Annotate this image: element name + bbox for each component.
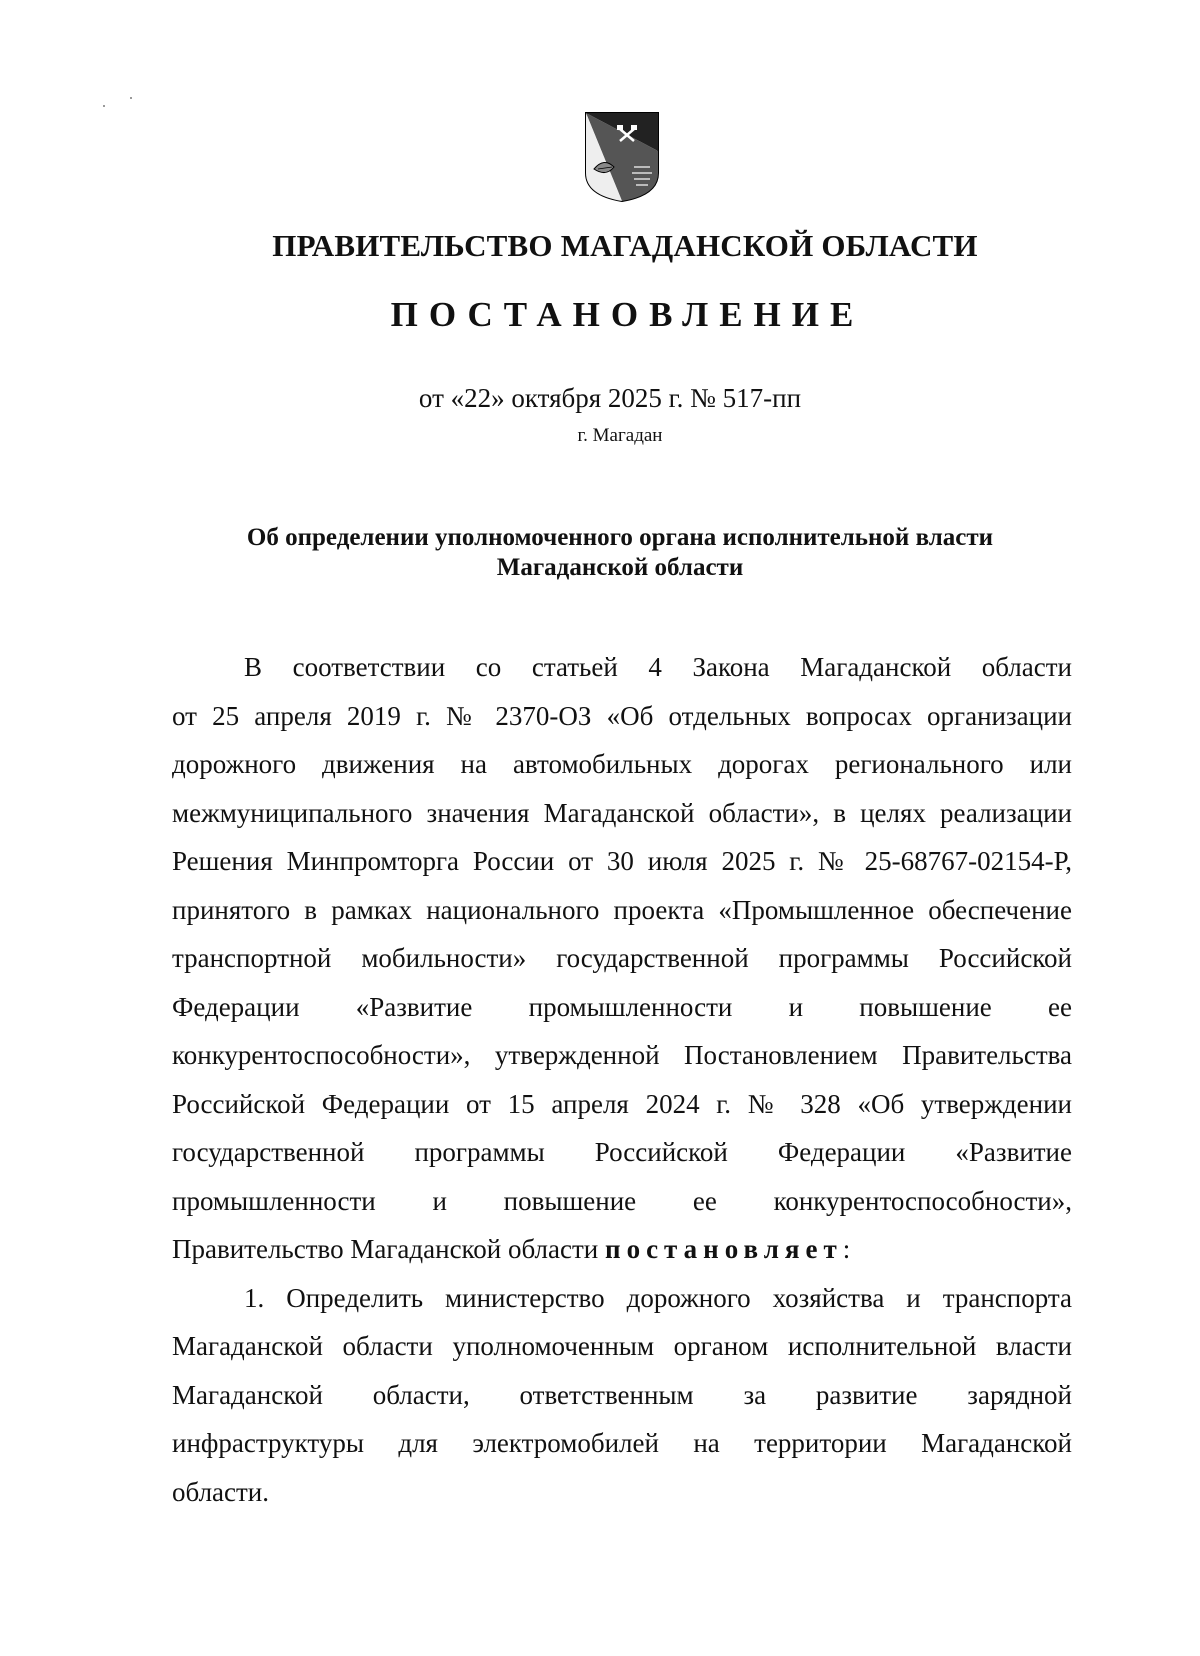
text-line: 1. Определить министерство дорожного хозяйства и транспорта <box>244 1282 1072 1313</box>
scan-speck <box>130 97 132 99</box>
text-line: Магаданской области уполномоченным органом исполнительной власти <box>172 1331 1072 1361</box>
text-line: от 25 апреля 2019 г. № 2370-ОЗ «Об отдельных вопросах организации <box>172 700 1072 731</box>
document-type: ПОСТАНОВЛЕНИЕ <box>390 295 865 334</box>
document-body <box>172 643 1072 1516</box>
text-line: Федерации «Развитие промышленности и повышение ее <box>172 991 1072 1022</box>
resolves-word: постановляет <box>605 1234 843 1264</box>
text-line: принятого в рамках национального проекта «Промышленное обеспечение <box>172 894 1072 925</box>
preamble-paragraph <box>172 643 1072 1274</box>
text-line: Решения Минпромторга России от 30 июля 2025 г. № 25-68767-02154-Р, <box>172 846 1072 876</box>
coat-of-arms-icon <box>584 111 660 203</box>
text-line: В соответствии со статьей 4 Закона Магаданской области <box>244 652 1072 682</box>
scan-speck <box>103 105 105 107</box>
text-line <box>172 1225 1072 1274</box>
clause-1 <box>172 1274 1072 1517</box>
subject-line: Об определении уполномоченного органа исполнительной власти <box>246 524 994 551</box>
government-title: ПРАВИТЕЛЬСТВО МАГАДАНСКОЙ ОБЛАСТИ <box>272 228 978 263</box>
subject-line: Магаданской области <box>496 554 744 581</box>
text-line: государственной программы Российской Федерации «Развитие <box>172 1137 1072 1167</box>
document-subject <box>0 523 1200 583</box>
text-line: Российской Федерации от 15 апреля 2024 г. № 328 «Об утверждении <box>172 1088 1072 1119</box>
text-line: Магаданской области, ответственным за развитие зарядной <box>172 1379 1072 1410</box>
text-line: транспортной мобильности» государственной программы Российской <box>172 943 1072 973</box>
text-line: межмуниципального значения Магаданской области», в целях реализации <box>172 797 1072 828</box>
text-fragment: : <box>842 1234 851 1264</box>
document-date-number: от «22» октября 2025 г. № 517-пп <box>418 383 802 413</box>
text-line: промышленности и повышение ее конкурентоспособности», <box>172 1185 1072 1216</box>
document-city: г. Магадан <box>577 425 663 446</box>
text-line: области. <box>172 1476 270 1507</box>
text-fragment: Правительство Магаданской области <box>172 1234 606 1264</box>
text-line: дорожного движения на автомобильных дорогах регионального или <box>172 749 1072 779</box>
text-line: конкурентоспособности», утвержденной Постановлением Правительства <box>172 1040 1072 1070</box>
text-line: инфраструктуры для электромобилей на территории Магаданской <box>172 1428 1072 1458</box>
